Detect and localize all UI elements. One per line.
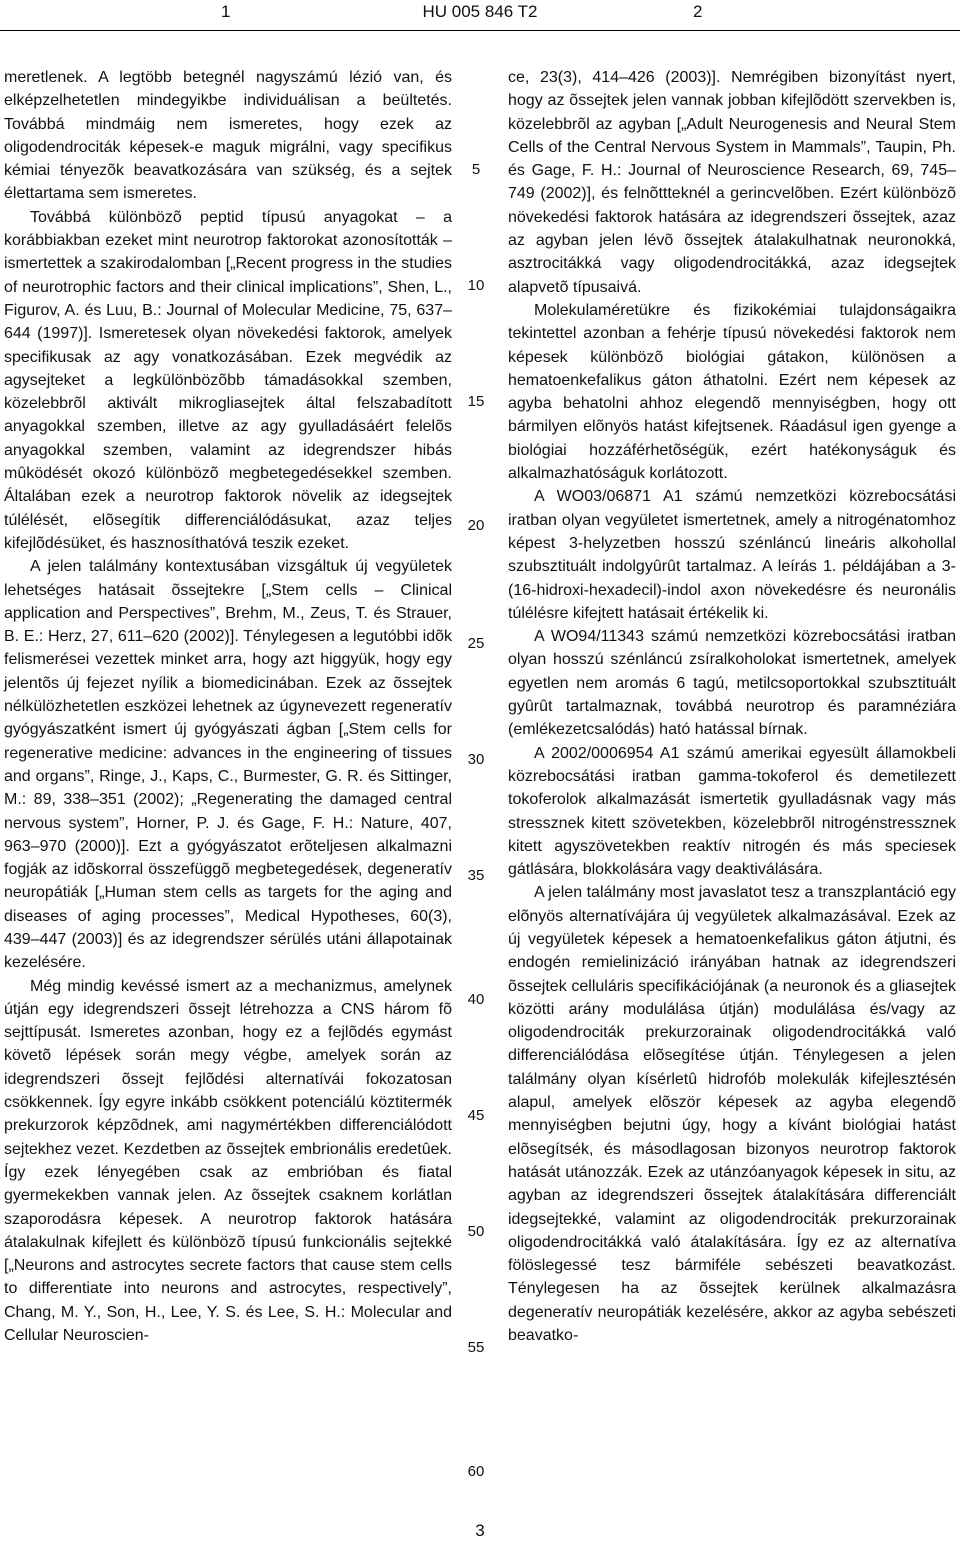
right-paragraph-1: ce, 23(3), 414–426 (2003)]. Nemrégiben bizonyítást nyert, hogy az õssejtek jelen vannak jobban kifejlõdött szervekben is, közelebbrõl az agyban [„Adult Neurogenesis and Neural Stem Cells of the Central Nervous System in Mammals”, Taupin, Ph. és Gage, F. H.: Journal of Neuroscience Research, 69, 745–749 (2002)], és felnõttteknél a gerincvelõben. Ezért különbözõ növekedési faktorok hatására az idegrendszeri õssejtek, azaz az agyban jelen lévõ õssejtek átalakulhatnak neuronokká, asztrocitákká vagy oligodendrocitákká, azaz idegsejtek alapvetõ típusaivá. [508,69,956,296]
right-column [508,66,956,1347]
line-number: 60 [467,1463,485,1480]
line-number: 35 [467,867,485,884]
right-paragraph-5: A 2002/0006954 A1 számú amerikai egyesült államokbeli közrebocsátási iratban gamma-tokoferol és demetilezett tokoferolok alkalmazását ismertetik gyulladásnak vagy más stressznek kitett szövetekben, közelebbrõl nitrogénstressznek kitett agyszövetekben reaktív nitrogén és más speciesek gátlására, blokkolására vagy deaktiválására. [508,744,956,879]
line-number: 40 [467,991,485,1008]
right-paragraph-3: A WO03/06871 A1 számú nemzetközi közrebocsátási iratban olyan vegyületet ismertetnek, amely a nitrogénatomhoz képest 3-helyzetben hosszú szénláncú lineáris alkohollal szubsztituált indolgyûrût tartalmaz. A leírás 1. példájában a 3-(16-hidroxi-hexadecil)-indol axon növekedésre és neuronális túlélésre kifejtett hatásait értékelik ki. [508,488,956,622]
left-paragraph-2: Továbbá különbözõ peptid típusú anyagokat – a korábbiakban ezeket mint neurotrop faktorokat azonosították – ismertettek a szakirodalomban [„Recent progress in the studies of neurotrophic factors and their clinical implications”, Shen, L., Figurov, A. és Luu, B.: Journal of Molecular Medicine, 75, 637–644 (1997)]. Ismeretesek olyan növekedési faktorok, amelyek specifikusak az agy vonatkozásában. Ezek megvédik az agysejteket a legkülönbözõbb támadásokkal szemben, közelebbrõl aktivált mikrogliasejtek által felszabadított anyagokkal szemben, illetve az agy gyulladásáért felelõs anyagokkal szemben, valamint az idegrendszer hibás mûködését okozó különbözõ megbetegedésekkel szemben. Általában ezek a neurotrop faktorok növelik az idegsejtek túlélését, elõsegítik differenciálódásukat, azaz teljes kifejlõdésüket, és hasznosíthatóvá teszik ezeket. [4,208,452,552]
right-paragraph-4: A WO94/11343 számú nemzetközi közrebocsátási iratban olyan hosszú szénláncú zsíralkoholokat ismertetnek, amelyek egyetlen nem aromás 6 tagú, metilcsoportokkal szubsztituált gyûrût tartalmaznak, továbbá neurotrop és paramnéziára (emlékezetcsalódás) ható hatással bírnak. [508,628,956,739]
left-paragraph-3: A jelen találmány kontextusában vizsgáltuk új vegyületek lehetséges hatásait õssejtekre [„Stem cells – Clinical application and Perspectives”, Brehm, M., Zeus, T. és Strauer, B. E.: Herz, 27, 611–620 (2002)]. Ténylegesen a legutóbbi idõk felismerései vezettek minket arra, hogy azt higgyük, hogy egy jelentõs új fejezet nyílik a biomedicinában. Ezek az õssejtek nélkülözhetetlen eszközei lehetnek az úgynevezett regeneratív gyógyászatként ismert új gyógyászati ágban [„Stem cells for regenerative medicine: advances in the engineering of tissues and organs”, Ringe, J., Kaps, C., Burmester, G. R. és Sittinger, M.: 89, 338–351 (2002); „Regenerating the damaged central nervous system”, Horner, P. J. és Gage, F. H.: Nature, 407, 963–970 (2000)]. Ezt a gyógyászatot erõteljesen alkalmazni fogják az idõskorral összefüggõ megbetegedések, degeneratív neuropátiák [„Human stem cells as targets for the aging and diseases of aging processes”, Medical Hypotheses, 60(3), 439–447 (2003)] és az idegrendszer sérülés utáni állapotainak kezelésére. [4,558,452,972]
left-paragraph-4: Még mindig kevéssé ismert az a mechanizmus, amelynek útján egy idegrendszeri õssejt létrehozza a CNS három fõ sejttípusát. Ismeretes azonban, hogy ez a fejlõdés egymást követõ lépések során megy végbe, amelyek során az idegrendszeri õssejt fejlõdési alternatívái fokozatosan csökkennek. Így egyre inkább csökkent potenciálú köztitermék prekurzorok képzõdnek, ami nagymértékben differenciálódott sejtekhez vezet. Kezdetben az õssejtek embrionális eredetûek. Így ezek lényegében csak az embrióban és fiatal gyermekekben vannak jelen. Az õssejtek csaknem korlátlan szaporodásra képesek. A neurotrop faktorok hatására átalakulnak kifejlett és különbözõ típusú funkcionális sejtekké [„Neurons and astrocytes secrete factors that cause stem cells to differentiate into neurons and astrocytes, respectively”, Chang, M. Y., Son, H., Lee, Y. S. és Lee, S. H.: Molecular and Cellular Neuroscien- [4,977,452,1345]
header-document-number: HU 005 846 T2 [422,2,538,21]
line-number: 10 [467,277,485,294]
page-header [0,0,960,24]
line-number: 5 [471,161,481,178]
header-rule [0,30,960,31]
right-paragraph-6: A jelen találmány most javaslatot tesz a transzplantáció egy elõnyös alternatívájára új vegyületek alkalmazásával. Ezek az új vegyületek képesek a hematoenkefalikus gáton átjutni, és endogén remielinizáció irányában hatnak az idegrendszeri õssejtek celluláris specifikációjának (a neuronok és a gliasejtek közötti arány modulálása útján) modulálása és/vagy az oligodendrociták prekurzorainak oligodendrocitákká való differenciálódása elõsegítése útján. Ténylegesen a jelen találmány olyan kísérletû hidrofób molekulák kifejlesztésén alapul, amelyek elõször képesek az agyba elegendõ mennyiségben bejutni úgy, hogy a kívánt biológiai hatást elõsegítsék, és másodlagosan bizonyos neurotrop faktorok hatását utánozzák. Ezek az utánzóanyagok képesek in situ, az agyban az idegrendszeri õssejtek átalakítására differenciált idegsejtekké, valamint az oligodendrociták prekurzorainak oligodendrocitákká való átalakítására. Így ez az alternatíva fölöslegessé tesz bármiféle sebészeti beavatkozást. Ténylegesen ha az õssejtek kerülnek alkalmazásra degeneratív neuropátiák kezelésére, akkor az agyba sebészeti beavatko- [508,884,956,1345]
right-paragraph-2: Molekulaméretükre és fizikokémiai tulajdonságaikra tekintettel azonban a fehérje típusú növekedési faktorok nem képesek különbözõ biológiai gátakon, különösen a hematoenkefalikus gáton áthatolni. Ezért nem képesek az agyba behatolni ahhoz elegendõ mennyiségben, hogy ott bármilyen elõnyös hatást kifejtsenek. Ráadásul igen gyenge a biológiai hozzáférhetõségük, ezért hatékonyságuk és alkalmazhatóságuk korlátozott. [508,301,956,483]
line-number: 25 [467,635,485,652]
footer-page-number: 3 [475,1521,485,1540]
line-number: 20 [467,517,485,534]
header-left-page-number: 1 [221,2,231,21]
header-right-page-number: 2 [693,2,703,21]
line-number: 55 [467,1339,485,1356]
left-column [4,66,452,1347]
line-number: 30 [467,751,485,768]
left-paragraph-1: meretlenek. A legtöbb betegnél nagyszámú lézió van, és elképzelhetetlen mindegyikbe individuálisan a beültetés. Továbbá mindmáig nem ismeretes, hogy ezek az oligodendrociták képesek-e maguk migrálni, vagy specifikus kémiai tényezõk beavatkozására van szükség, és a sejtek élettartama sem ismeretes. [4,69,452,203]
line-number: 45 [467,1107,485,1124]
line-number: 50 [467,1223,485,1240]
line-number: 15 [467,393,485,410]
